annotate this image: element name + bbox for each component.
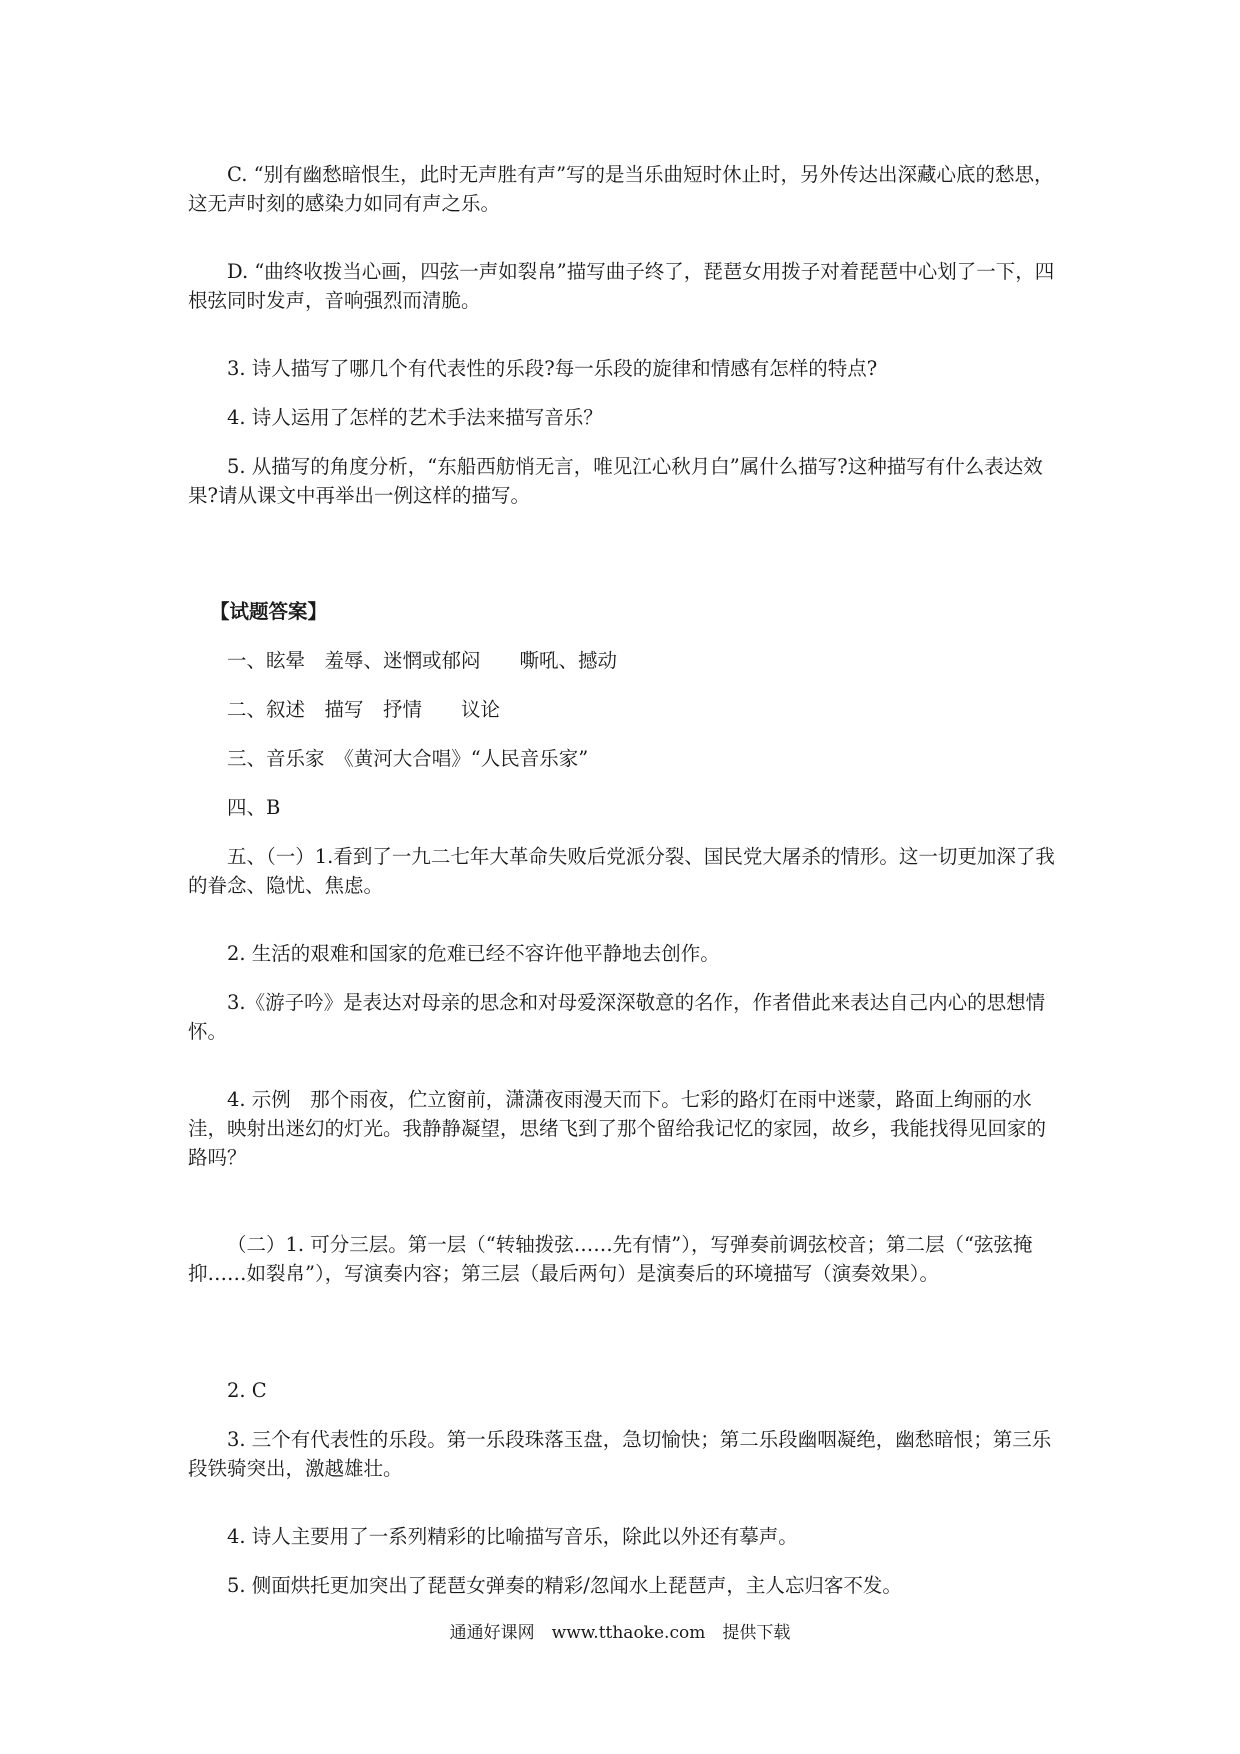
answer-5-1: 五、（一）1.看到了一九二七年大革命失败后党派分裂、国民党大屠杀的情形。这一切更加深了我的眷念、隐忧、焦虑。 (188, 845, 1055, 897)
answer-b-3: 3. 三个有代表性的乐段。第一乐段珠落玉盘，急切愉快；第二乐段幽咽凝绝，幽愁暗恨；第三乐段铁骑突出，激越雄壮。 (188, 1428, 1052, 1480)
answer-4: 四、B (227, 796, 281, 819)
page-footer: 通通好课网 www.tthaoke.com 提供下载 (449, 1623, 791, 1643)
question-4: 4. 诗人运用了怎样的艺术手法来描写音乐？ (227, 406, 603, 429)
answers-heading: 【试题答案】 (210, 600, 328, 623)
answer-b-1: （二）1. 可分三层。第一层（“转轴拨弦……先有情”），写弹奏前调弦校音；第二层（“弦弦掩抑……如裂帛”），写演奏内容；第三层（最后两句）是演奏后的环境描写（演奏效果）。 (188, 1233, 1033, 1285)
answer-1: 一、眩晕 羞辱、迷惘或郁闷 嘶吼、撼动 (227, 649, 618, 672)
answer-5-3: 3.《游子吟》是表达对母亲的思念和对母爱深深敬意的名作，作者借此来表达自己内心的思想情怀。 (188, 991, 1046, 1043)
question-3: 3. 诗人描写了哪几个有代表性的乐段?每一乐段的旋律和情感有怎样的特点? (227, 357, 878, 380)
answer-5-2: 2. 生活的艰难和国家的危难已经不容许他平静地去创作。 (227, 942, 720, 965)
answer-b-5: 5. 侧面烘托更加突出了琵琶女弹奏的精彩/忽闻水上琵琶声，主人忘归客不发。 (227, 1574, 902, 1597)
answer-2: 二、叙述 描写 抒情 议论 (227, 698, 501, 721)
question-5: 5. 从描写的角度分析，“东船西舫悄无言，唯见江心秋月白”属什么描写?这种描写有什么表达效果?请从课文中再举出一例这样的描写。 (188, 455, 1043, 507)
answer-3: 三、音乐家 《黄河大合唱》“人民音乐家” (227, 747, 589, 770)
answer-b-4: 4. 诗人主要用了一系列精彩的比喻描写音乐，除此以外还有摹声。 (227, 1525, 798, 1548)
question-option-c: C. “别有幽愁暗恨生，此时无声胜有声”写的是当乐曲短时休止时，另外传达出深藏心底的愁思，这无声时刻的感染力如同有声之乐。 (188, 163, 1054, 215)
answer-5-4: 4. 示例 那个雨夜，伫立窗前，潇潇夜雨漫天而下。七彩的路灯在雨中迷蒙，路面上绚丽的水洼，映射出迷幻的灯光。我静静凝望，思绪飞到了那个留给我记忆的家园，故乡，我能找得见回家的路吗？ (188, 1088, 1047, 1169)
question-option-d: D. “曲终收拨当心画，四弦一声如裂帛”描写曲子终了，琵琶女用拨子对着琵琶中心划了一下，四根弦同时发声，音响强烈而清脆。 (188, 260, 1055, 312)
answer-b-2: 2. C (227, 1379, 267, 1402)
